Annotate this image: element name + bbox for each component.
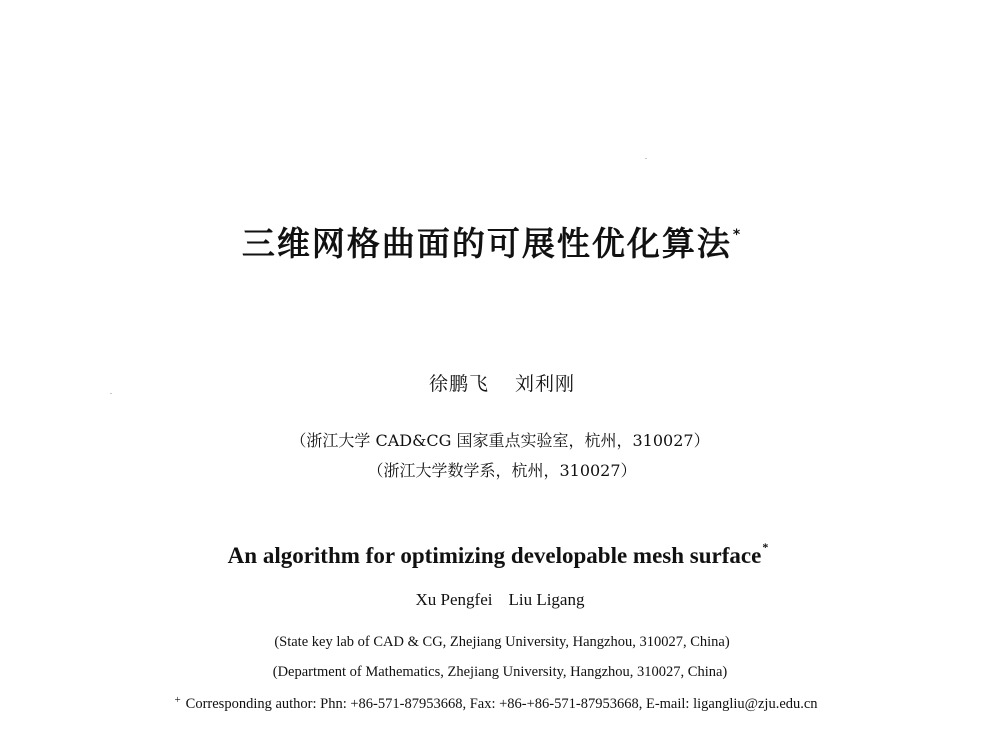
english-affiliation-1: (State key lab of CAD & CG, Zhejiang University, Hangzhou, 310027, China) [274, 634, 730, 650]
chinese-title-text: 三维网格曲面的可展性优化算法 [241, 224, 732, 263]
english-title-footnote-mark: * [762, 540, 769, 554]
english-author-1: Xu Pengfei [415, 590, 493, 609]
scan-speck [645, 158, 647, 159]
corresponding-author-text: Corresponding author: Phn: +86-571-87953668, Fax: +86-+86-571-87953668, E-mail: ligangliu@zju.edu.cn [185, 696, 818, 712]
chinese-authors [2, 369, 1000, 396]
corresponding-mark: + [174, 694, 181, 706]
english-author-2: Liu Ligang [508, 590, 585, 609]
chinese-author-2: 刘利刚 [515, 373, 576, 395]
english-title [0, 540, 998, 569]
title-footnote-mark: * [732, 227, 743, 243]
chinese-author-1: 徐鹏飞 [428, 373, 489, 395]
english-authors [0, 590, 1000, 610]
english-affiliation-2: (Department of Mathematics, Zhejiang University, Hangzhou, 310027, China) [272, 664, 728, 680]
chinese-affiliation-2: （浙江大学数学系，杭州，310027） [367, 461, 637, 480]
chinese-title [0, 218, 992, 265]
chinese-affiliation-1: （浙江大学 CAD&CG 国家重点实验室，杭州，310027） [290, 431, 710, 450]
corresponding-author-footnote [0, 694, 996, 713]
english-title-text: An algorithm for optimizing developable mesh surface [227, 543, 762, 568]
